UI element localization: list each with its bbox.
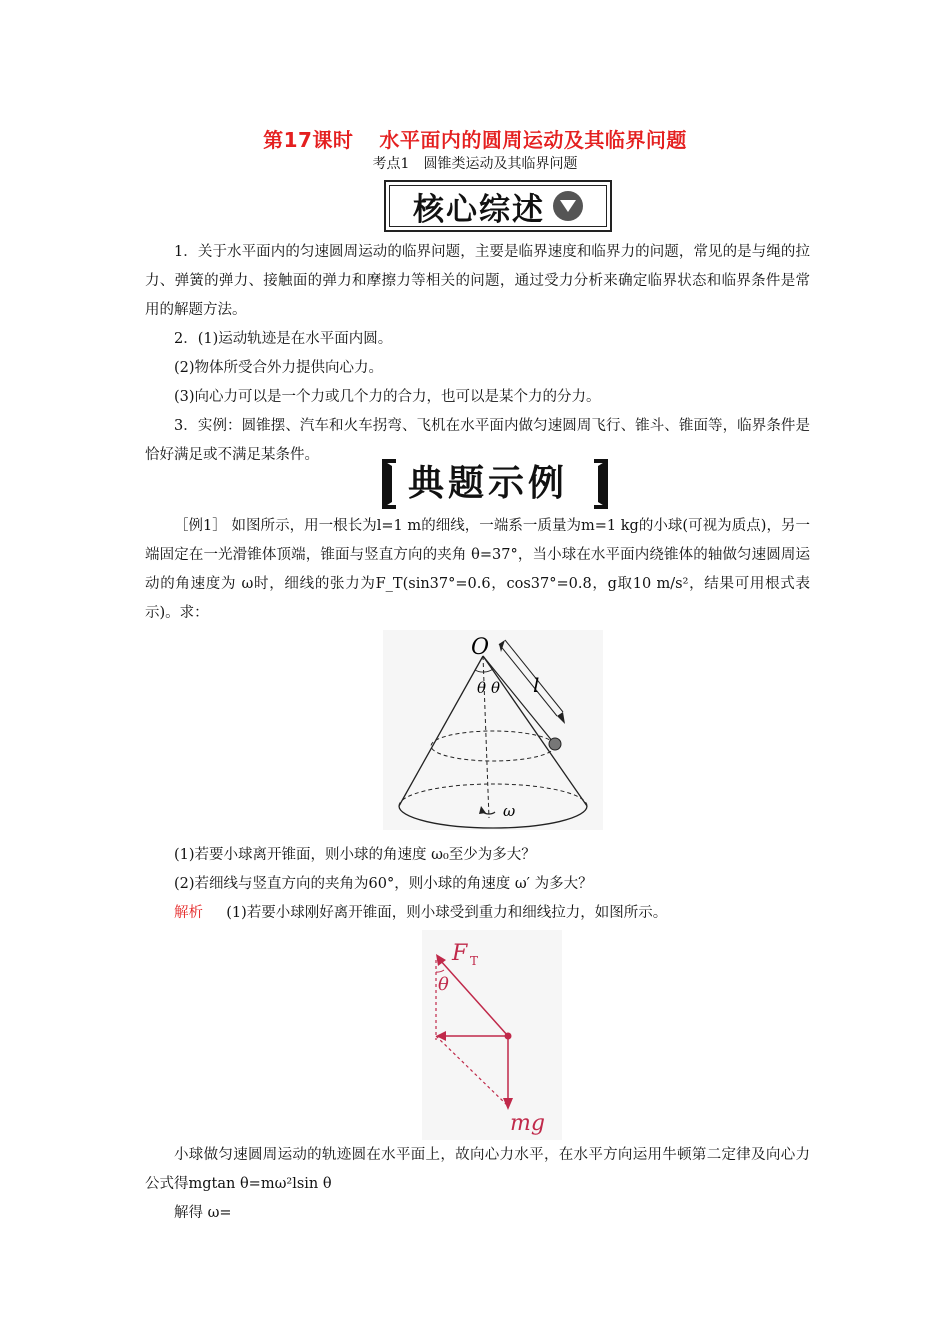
analysis-text: (1)若要小球刚好离开锥面，则小球受到重力和细线拉力，如图所示。: [226, 905, 668, 921]
cone-label-l: l: [533, 673, 540, 697]
example-1-text: [145, 512, 810, 628]
force-figure: [422, 930, 562, 1140]
core-point-2-3: (3)向心力可以是一个力或几个力的合力，也可以是某个力的分力。: [174, 389, 601, 405]
core-point-2: 2．(1)运动轨迹是在水平面内圆。: [174, 331, 393, 347]
page-subtitle: 考点1 圆锥类运动及其临界问题: [372, 156, 578, 172]
down-triangle-icon: [553, 191, 583, 221]
lesson-number: 第17课时: [263, 128, 354, 152]
core-point-2-2: (2)物体所受合外力提供向心力。: [174, 360, 384, 376]
analysis-line: [174, 899, 667, 928]
analysis-tag: 解析: [174, 905, 203, 921]
analysis-solve: 解得 ω=: [174, 1205, 232, 1221]
lesson-topic: 水平面内的圆周运动及其临界问题: [379, 128, 687, 152]
section-core-label: 核心综述: [413, 191, 545, 228]
page-title: [0, 124, 950, 153]
section-core-badge: [384, 180, 612, 232]
force-label-theta: θ: [438, 974, 449, 995]
cone-label-theta-left: θ: [477, 679, 487, 697]
force-label-FT: F: [452, 941, 468, 966]
question-1: (1)若要小球离开锥面，则小球的角速度 ω₀至少为多大？: [174, 847, 536, 863]
example-1-tag: ［例1］: [174, 518, 227, 534]
cone-label-O: O: [471, 635, 490, 660]
cone-figure: [383, 630, 603, 830]
force-label-mg: mg: [510, 1111, 545, 1136]
core-point-3: 3．实例：圆锥摆、汽车和火车拐弯、飞机在水平面内做匀速圆周飞行、锥斗、锥面等，临界条件是恰好满足或不满足某条件。: [145, 418, 810, 463]
force-label-FT-sub: T: [470, 954, 479, 968]
example-1-body: 如图所示，用一根长为l=1 m的细线，一端系一质量为m=1 kg的小球(可视为质点)，另一端固定在一光滑锥体顶端，锥面与竖直方向的夹角 θ=37°，当小球在水平面内绕锥体的轴做匀速圆周运动的角速度为 ω时，细线的张力为F_T(sin37°=0.6，cos37°=0.8，g取10 m/s²，结果可用根式表示)。求：: [145, 518, 811, 621]
analysis-paragraph: 小球做匀速圆周运动的轨迹圆在水平面上，故向心力水平，在水平方向运用牛顿第二定律及向心力公式得mgtan θ=mω²lsin θ: [145, 1147, 810, 1192]
question-2: (2)若细线与竖直方向的夹角为60°，则小球的角速度 ω′ 为多大？: [174, 876, 593, 892]
section-examples-label: 典题示例: [408, 463, 569, 504]
cone-label-omega: ω: [503, 802, 516, 820]
core-point-1: 1．关于水平面内的匀速圆周运动的临界问题，主要是临界速度和临界力的问题，常见的是与绳的拉力、弹簧的弹力、接触面的弹力和摩擦力等相关的问题，通过受力分析来确定临界状态和临界条件是常用的解题方法。: [145, 244, 810, 318]
section-examples-badge: [380, 458, 610, 510]
cone-label-theta-right: θ: [491, 679, 501, 697]
